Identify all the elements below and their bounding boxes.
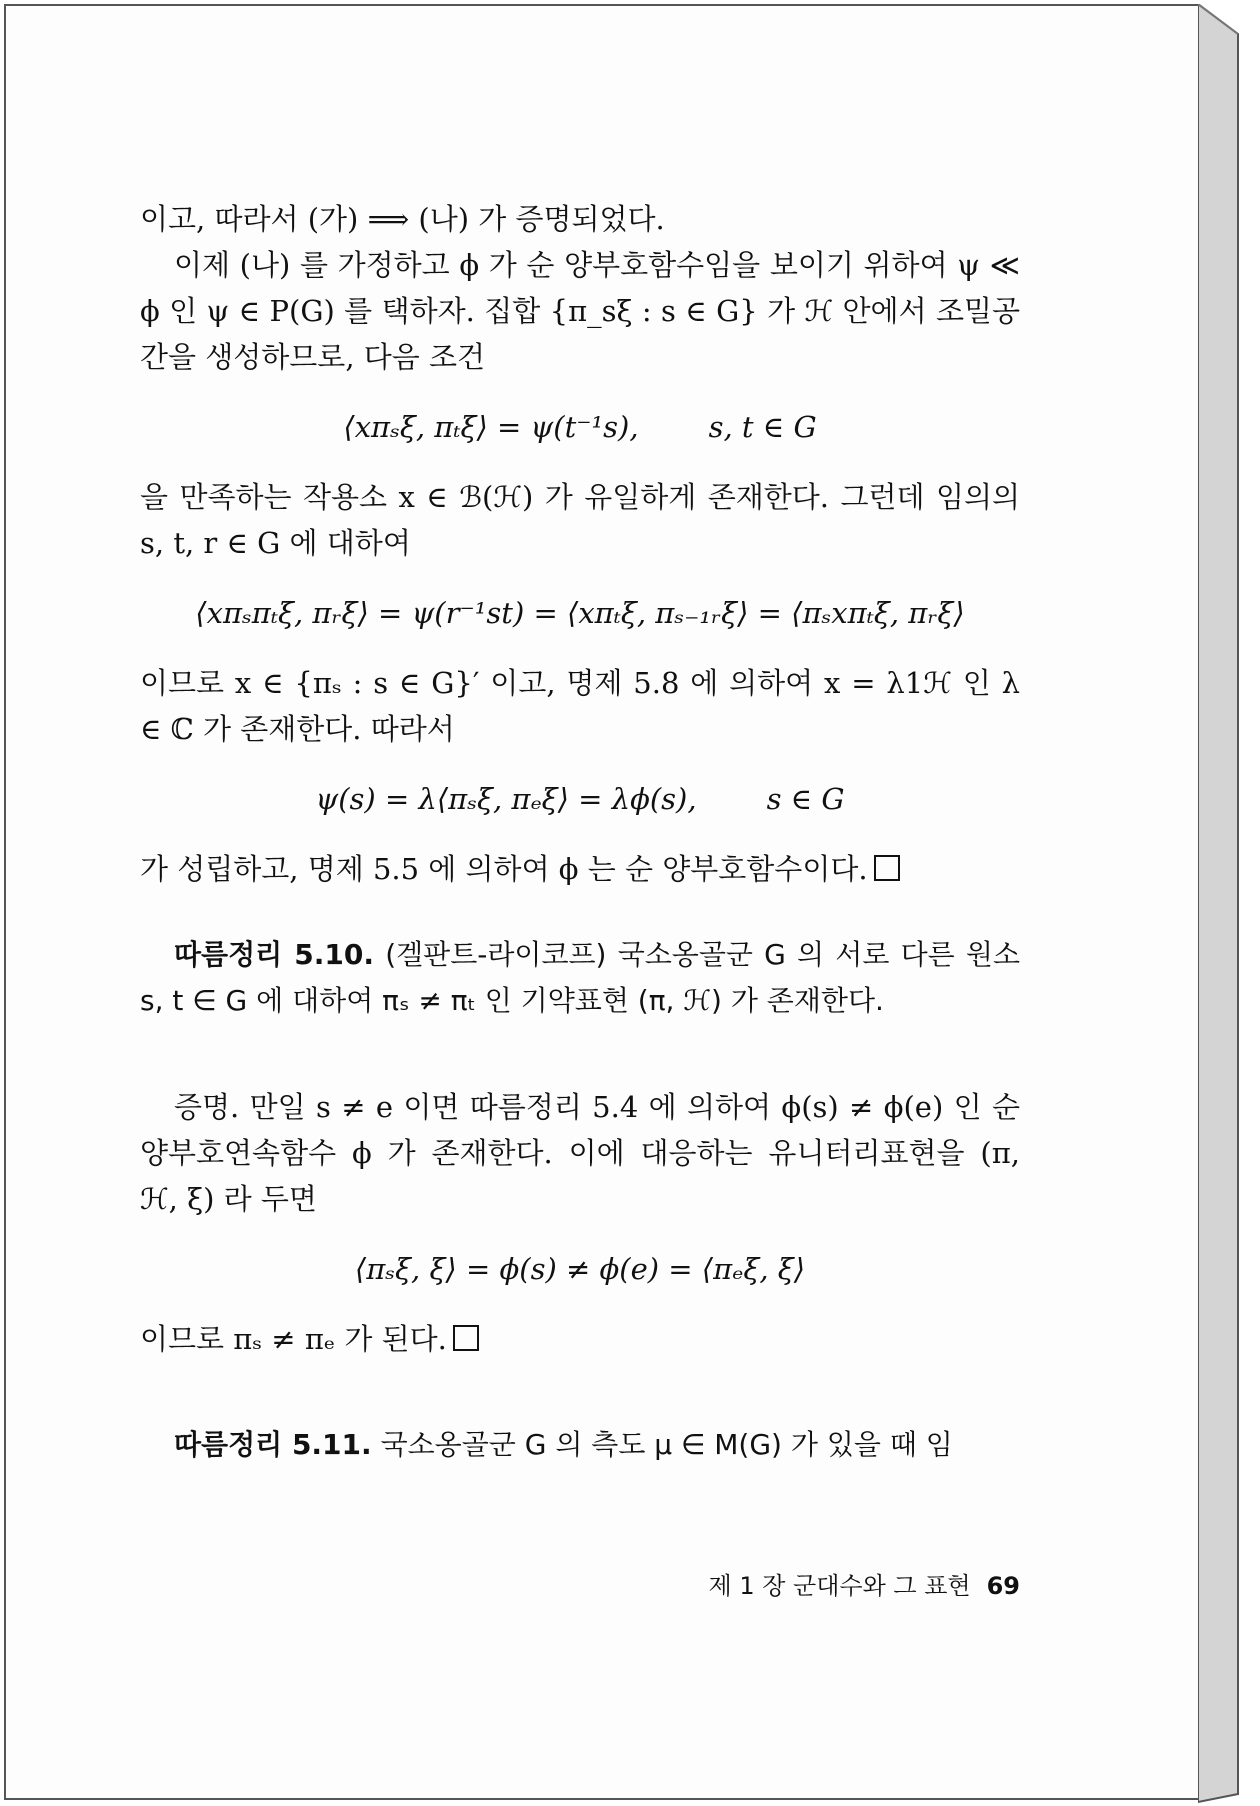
page-content bbox=[140, 196, 1020, 1468]
paragraph-5-text: 가 성립하고, 명제 5.5 에 의하여 ϕ 는 순 양부호함수이다. bbox=[140, 852, 868, 886]
proof-equation: ⟨πₛξ, ξ⟩ = ϕ(s) ≠ ϕ(e) = ⟨πₑξ, ξ⟩ bbox=[354, 1252, 806, 1286]
corollary-5-10-paren: (겔판트-라이코프) bbox=[385, 938, 607, 971]
text-paragraph-3: 을 만족하는 작용소 x ∈ ℬ(ℋ) 가 유일하게 존재한다. 그런데 임의의 s, t, r ∈ G 에 대하여 bbox=[140, 480, 1020, 560]
text-paragraph-2: 이제 (나) 를 가정하고 ϕ 가 순 양부호함수임을 보이기 위하여 ψ ≪ ϕ 인 ψ ∈ P(G) 를 택하자. 집합 {π_sξ : s ∈ G} 가 ℋ 안에서 조밀공간을 생성하므로, 다음 조건 bbox=[140, 248, 1020, 374]
equation-3 bbox=[140, 776, 1020, 822]
text-paragraph-5 bbox=[140, 846, 1020, 892]
equation-1 bbox=[140, 404, 1020, 450]
proof-tail: 이므로 πₛ ≠ πₑ 가 된다. bbox=[140, 1322, 447, 1356]
text-line-1: 이고, 따라서 (가) ⟹ (나) 가 증명되었다. bbox=[140, 202, 665, 236]
equation-3-lhs: ψ(s) = λ⟨πₛξ, πₑξ⟩ = λϕ(s), bbox=[315, 782, 697, 816]
equation-2: ⟨xπₛπₜξ, πᵣξ⟩ = ψ(r⁻¹st) = ⟨xπₜξ, πₛ₋₁ᵣξ⟩ = ⟨πₛxπₜξ, πᵣξ⟩ bbox=[195, 596, 965, 630]
chapter-title: 제 1 장 군대수와 그 표현 bbox=[708, 1572, 971, 1600]
corollary-5-11-body: 국소옹골군 G 의 측도 μ ∈ M(G) 가 있을 때 임 bbox=[380, 1428, 953, 1461]
corollary-5-10-head: 따름정리 5.10. bbox=[174, 938, 374, 971]
qed-square-icon bbox=[874, 855, 900, 881]
corollary-5-11 bbox=[140, 1422, 1020, 1468]
page-number: 69 bbox=[986, 1572, 1020, 1600]
page-footer bbox=[140, 1566, 1020, 1601]
corollary-5-10-body: 국소옹골군 G 의 서로 다른 원소 s, t ∈ G 에 대하여 πₛ ≠ πₜ 인 기약표현 (π, ℋ) 가 존재한다. bbox=[140, 938, 1021, 1017]
equation-1-lhs: ⟨xπₛξ, πₜξ⟩ = ψ(t⁻¹s), bbox=[343, 410, 639, 444]
proof-block bbox=[140, 1084, 1020, 1362]
qed-square-icon bbox=[453, 1325, 479, 1351]
equation-3-rhs: s ∈ G bbox=[766, 782, 845, 816]
text-paragraph-4: 이므로 x ∈ {πₛ : s ∈ G}′ 이고, 명제 5.8 에 의하여 x = λ1ℋ 인 λ ∈ ℂ 가 존재한다. 따라서 bbox=[140, 666, 1020, 746]
equation-1-rhs: s, t ∈ G bbox=[708, 410, 817, 444]
corollary-5-10 bbox=[140, 932, 1020, 1024]
proof-head: 증명. bbox=[174, 1090, 240, 1124]
corollary-5-11-head: 따름정리 5.11. bbox=[174, 1428, 372, 1461]
proof-body: 만일 s ≠ e 이면 따름정리 5.4 에 의하여 ϕ(s) ≠ ϕ(e) 인 순 양부호연속함수 ϕ 가 존재한다. 이에 대응하는 유니터리표현을 (π, ℋ, ξ) 라 두면 bbox=[140, 1090, 1020, 1216]
